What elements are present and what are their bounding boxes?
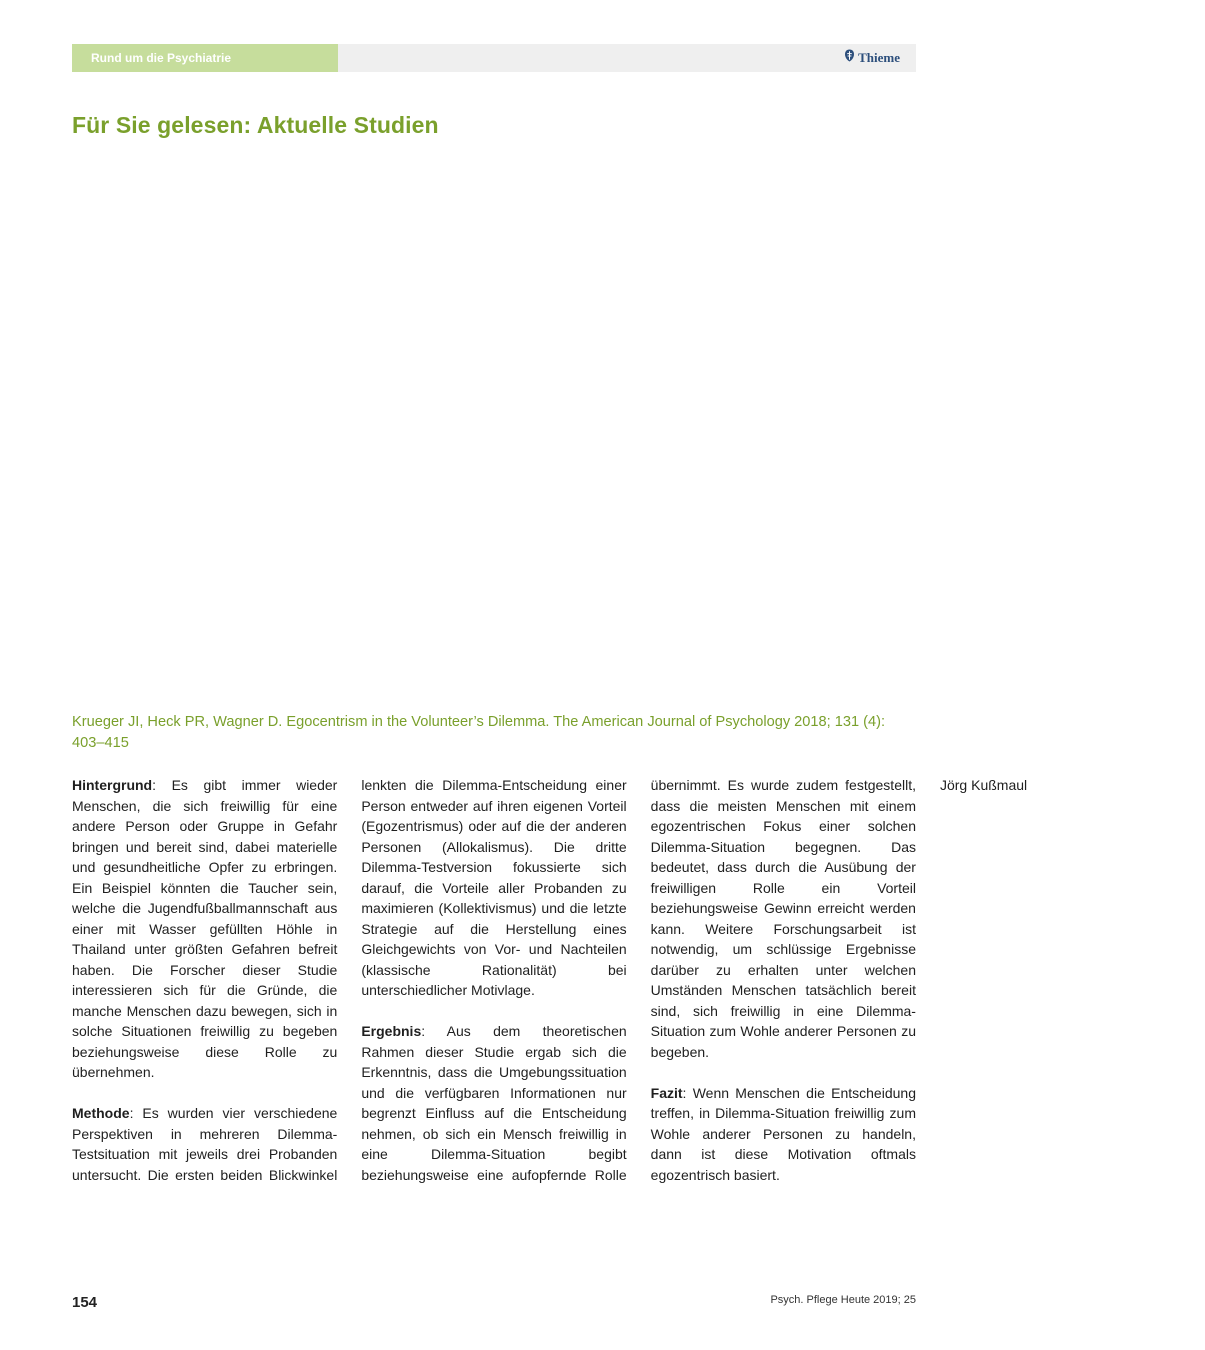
- text-fazit: : Wenn Menschen die Entscheidung treffen, in Dilemma-Situation freiwillig zum Wohle anderer Personen zu handeln, dann ist diese Motivation oftmals egozentrisch basiert.: [650, 1084, 916, 1183]
- paragraph-hintergrund: [72, 775, 337, 1083]
- text-hintergrund: : Es gibt immer wieder Menschen, die sich freiwillig für eine andere Person oder Gruppe in Gefahr bringen und bereit sind, dabei materielle und gesundheitliche Opfer zu erbringen. Ein Beispiel könnten die Taucher sein, welche die Jugendfußballmannschaft aus einer mit Wasser gefüllten Höhle in Thailand unter größten Gefahren befreit haben. Die Forscher dieser Studie interessieren sich für die Gründe, die manche Menschen dazu bewegen, sich in solche Situationen freiwillig zu begeben beziehungsweise diese Rolle zu übernehmen.: [72, 777, 338, 1080]
- article-body: [72, 775, 1028, 1195]
- page-title: Für Sie gelesen: Aktuelle Studien: [72, 112, 439, 138]
- journal-reference: Psych. Pflege Heute 2019; 25: [770, 1294, 916, 1306]
- publisher-name: Thieme: [858, 50, 900, 65]
- label-ergebnis: Ergebnis: [361, 1023, 422, 1039]
- text-ergebnis: : Aus dem theoretischen Rahmen dieser Studie ergab sich die Erkenntnis, dass die Umgebungssituation und die verfügbaren Informationen nur begrenzt Einfluss auf die Entscheidung nehmen, ob sich ein Mensch freiwillig in eine Dilemma-Situation begibt beziehungsweise eine aufopfernde Rolle übernimmt. Es wurde zudem festgestellt, dass die meisten Menschen mit einem egozentrischen Fokus einer solchen Dilemma-Situation begegnen. Das bedeutet, dass durch die Ausübung der freiwilligen Rolle ein Vorteil beziehungsweise Gewinn erreicht werden kann. Weitere Forschungsarbeit ist notwendig, um schlüssige Ergebnisse darüber zu erhalten unter welchen Umständen Menschen tatsächlich bereit sind, sich freiwillig in eine Dilemma-Situation zum Wohle anderer Personen zu begeben.: [361, 777, 916, 1183]
- thieme-logo-icon: [844, 44, 855, 72]
- text-methode: : Es wurden vier verschiedene Perspektiven in mehreren Dilemma-Testsituation mit jeweils drei Probanden untersucht. Die ersten beiden Blickwinkel lenkten die Dilemma-Entscheidung einer Person entweder auf ihren eigenen Vorteil (Egozentrismus) oder auf die der anderen Personen (Allokalismus). Die dritte Dilemma-Testversion fokussierte sich darauf, die Vorteile aller Probanden zu maximieren (Kollektivismus) und die letzte Strategie auf die Herstellung eines Gleichgewichts von Vor- und Nachteilen (klassische Rationalität) bei unterschiedlicher Motivlage.: [72, 777, 627, 1183]
- header-bar: [72, 44, 916, 72]
- page-number: 154: [72, 1294, 98, 1311]
- label-fazit: Fazit: [650, 1084, 683, 1101]
- text-author: Jörg Kußmaul: [939, 777, 1028, 793]
- label-methode: Methode: [72, 1105, 130, 1121]
- paragraph-author: [940, 775, 1205, 796]
- label-hintergrund: Hintergrund: [72, 777, 153, 793]
- publisher-logo: [844, 44, 900, 72]
- citation: Krueger JI, Heck PR, Wagner D. Egocentrism in the Volunteer’s Dilemma. The American Journal of Psychology 2018; 131 (4): 403–415: [72, 714, 886, 751]
- section-label: Rund um die Psychiatrie: [72, 44, 338, 72]
- paragraph-fazit: [651, 1083, 916, 1186]
